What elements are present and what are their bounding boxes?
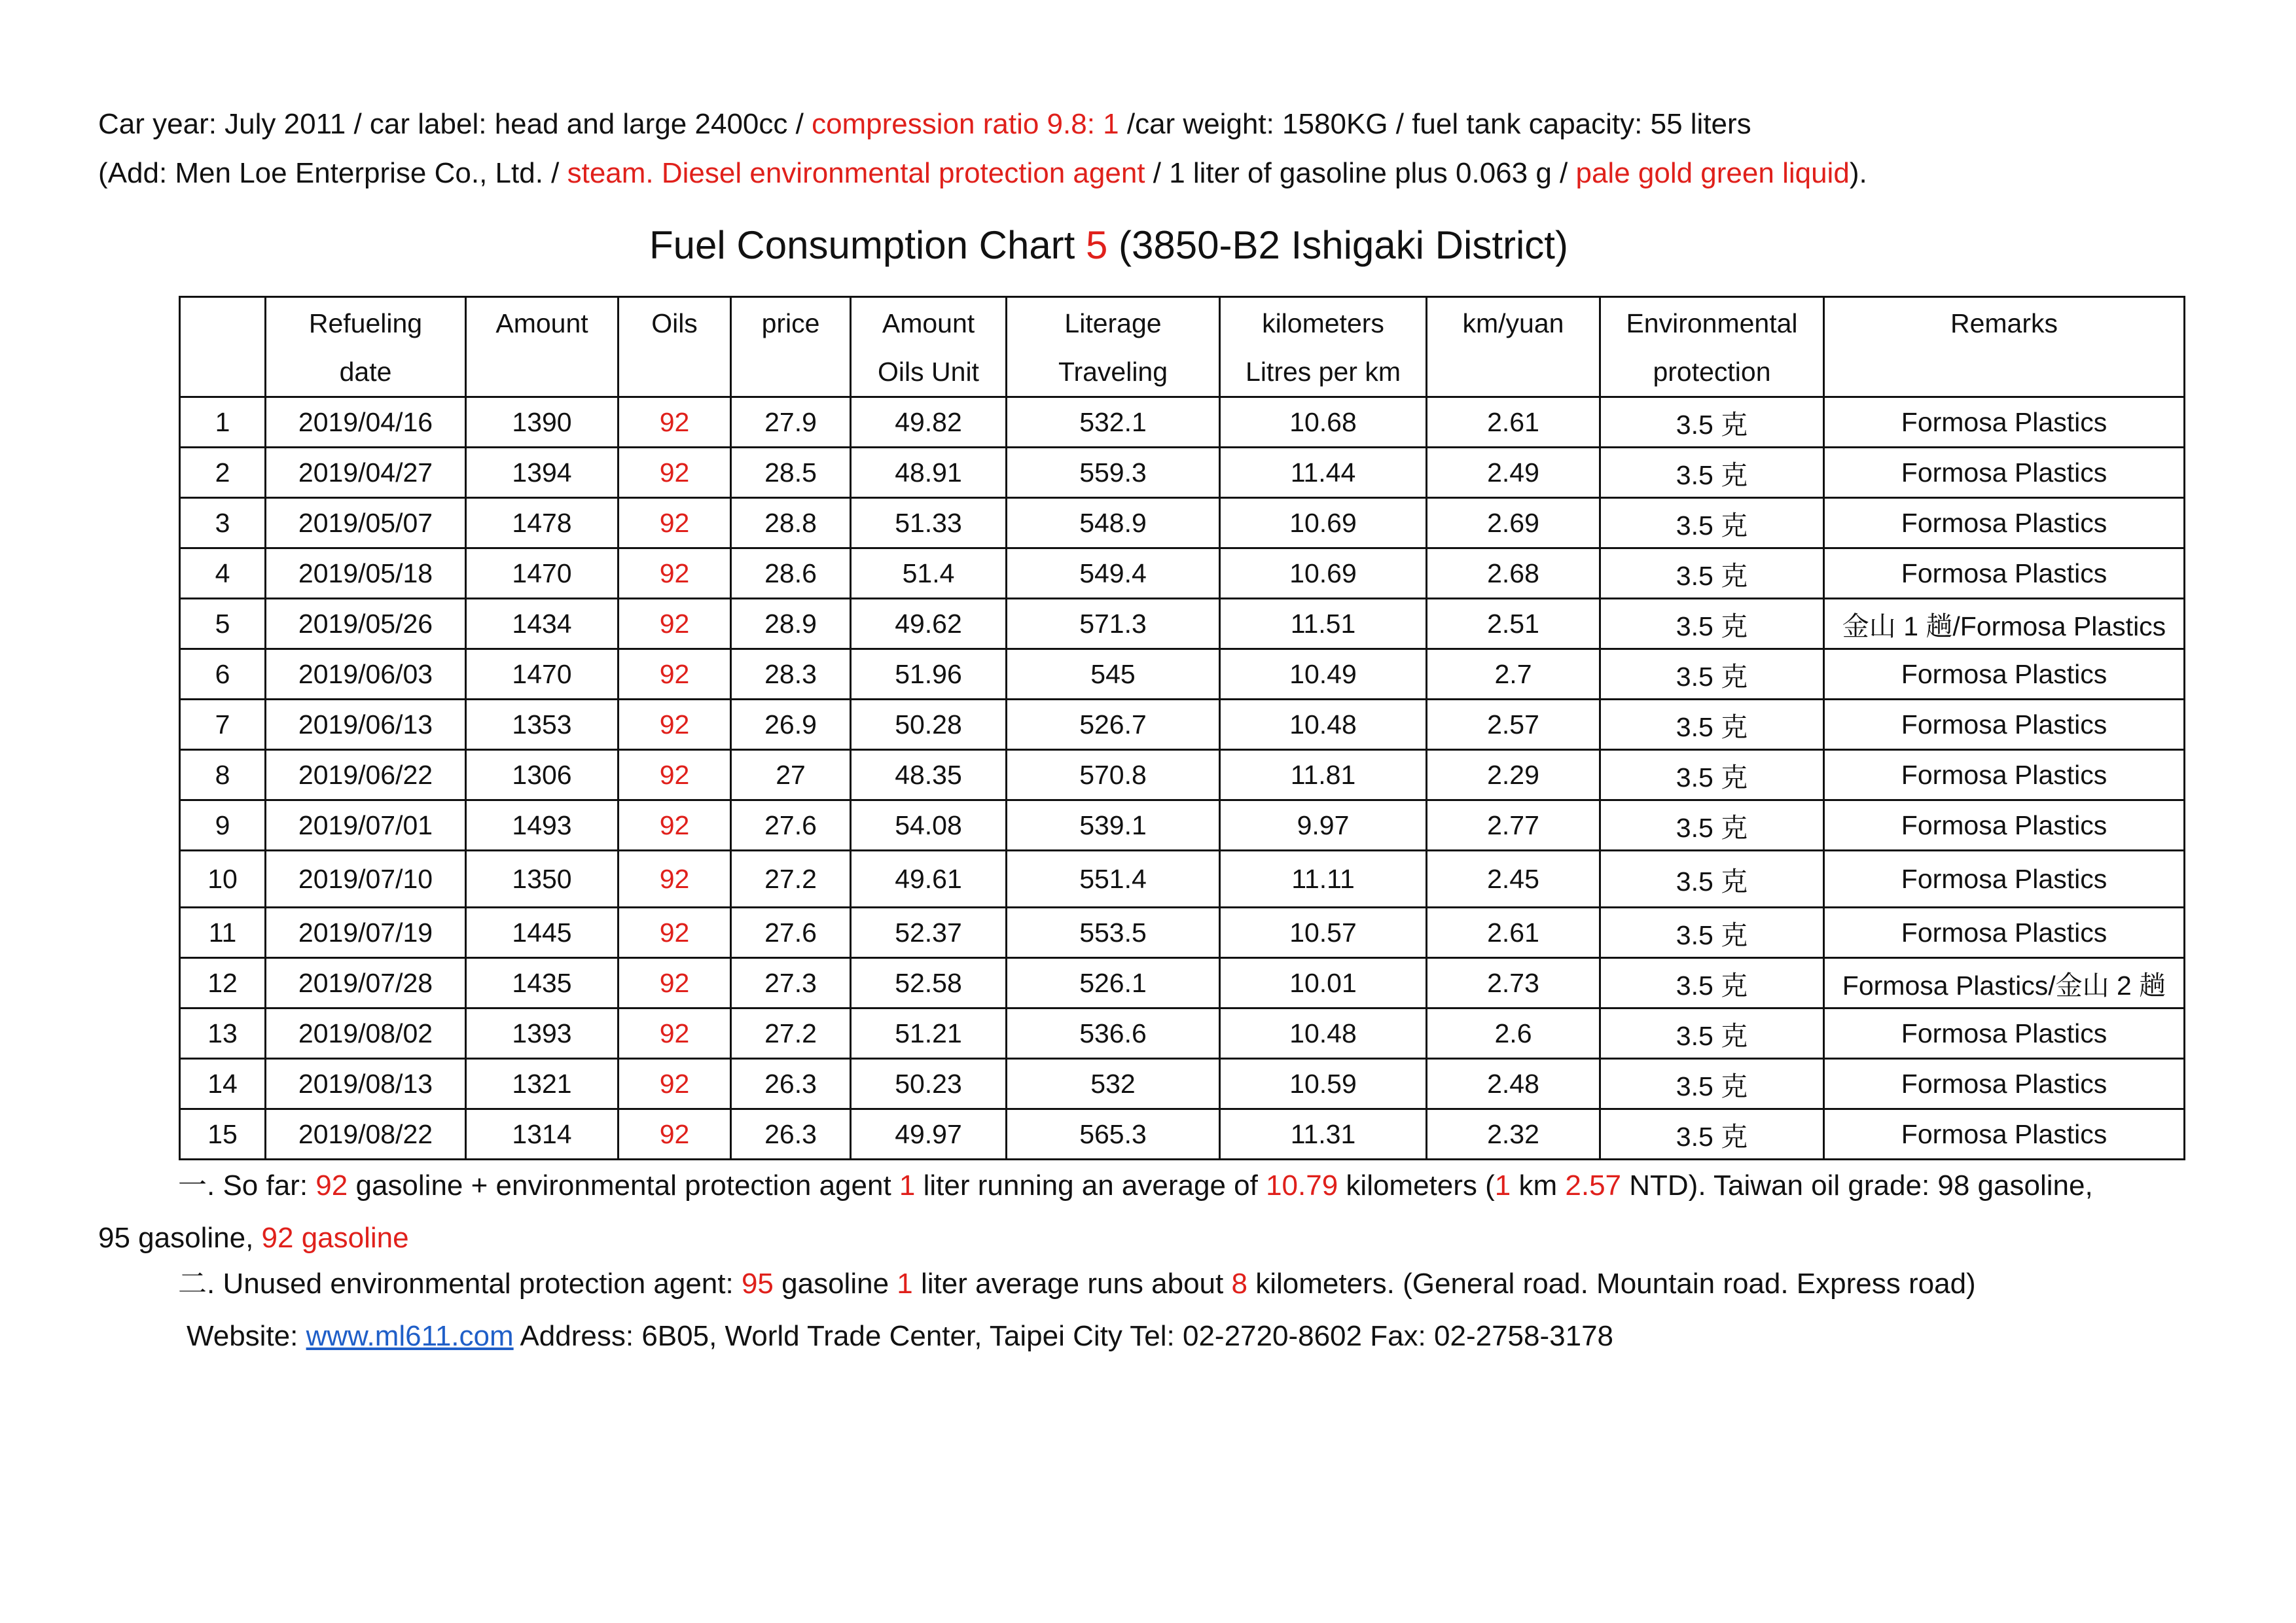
table-cell: 52.58 xyxy=(851,958,1007,1008)
table-cell: 6 xyxy=(180,649,266,700)
table-cell: 549.4 xyxy=(1007,548,1220,599)
column-header xyxy=(1824,297,2185,397)
table-cell: 1393 xyxy=(466,1008,619,1059)
table-cell: 11.11 xyxy=(1220,851,1427,908)
table-row xyxy=(180,649,2185,700)
table-cell: 1394 xyxy=(466,448,619,498)
table-cell: 28.3 xyxy=(731,649,851,700)
column-header-line-1: Amount xyxy=(882,308,975,338)
table-cell: 526.7 xyxy=(1007,700,1220,750)
column-header-line-1: Refueling xyxy=(308,308,423,338)
table-row xyxy=(180,800,2185,851)
column-header xyxy=(1220,297,1427,397)
table-cell: 92 xyxy=(619,1008,731,1059)
page-title xyxy=(0,223,2296,267)
table-cell: 51.33 xyxy=(851,498,1007,548)
table-cell: Formosa Plastics xyxy=(1824,1008,2185,1059)
table-cell: 2.45 xyxy=(1427,851,1600,908)
table-row xyxy=(180,599,2185,649)
table-cell: 2.51 xyxy=(1427,599,1600,649)
note-value: 1 xyxy=(1494,1169,1511,1202)
table-row xyxy=(180,851,2185,908)
table-row xyxy=(180,958,2185,1008)
table-cell: 11.51 xyxy=(1220,599,1427,649)
table-row xyxy=(180,397,2185,448)
table-cell: 3.5 克 xyxy=(1600,548,1824,599)
table-cell: 2.7 xyxy=(1427,649,1600,700)
table-cell: 10.59 xyxy=(1220,1059,1427,1109)
table-cell: 1470 xyxy=(466,548,619,599)
table-cell: 50.28 xyxy=(851,700,1007,750)
table-cell: 2.61 xyxy=(1427,908,1600,958)
table-cell: 2019/07/10 xyxy=(266,851,466,908)
table-cell: 27.9 xyxy=(731,397,851,448)
table-cell: 9 xyxy=(180,800,266,851)
intro-text: ). xyxy=(1849,157,1867,189)
table-cell: 92 xyxy=(619,397,731,448)
column-header xyxy=(1600,297,1824,397)
table-cell: 10.69 xyxy=(1220,548,1427,599)
table-cell: Formosa Plastics xyxy=(1824,548,2185,599)
note-value: 1 xyxy=(899,1169,916,1202)
table-cell: 10 xyxy=(180,851,266,908)
column-header-line-2: Oils Unit xyxy=(878,357,979,387)
table-cell: 9.97 xyxy=(1220,800,1427,851)
table-cell: 3.5 克 xyxy=(1600,599,1824,649)
table-cell: 2019/05/18 xyxy=(266,548,466,599)
table-cell: 49.62 xyxy=(851,599,1007,649)
table-cell: 571.3 xyxy=(1007,599,1220,649)
column-header-line-2: date xyxy=(339,357,392,387)
column-header-line-2: protection xyxy=(1653,357,1771,387)
table-cell: 3.5 克 xyxy=(1600,498,1824,548)
table-row xyxy=(180,908,2185,958)
table-cell: 2019/05/07 xyxy=(266,498,466,548)
table-cell: 26.3 xyxy=(731,1059,851,1109)
table-cell: 92 xyxy=(619,851,731,908)
table-cell: 92 xyxy=(619,908,731,958)
table-cell: 2019/04/27 xyxy=(266,448,466,498)
table-cell: 92 xyxy=(619,649,731,700)
table-cell: 532 xyxy=(1007,1059,1220,1109)
table-cell: 1470 xyxy=(466,649,619,700)
column-header xyxy=(466,297,619,397)
column-header-line-1: Environmental xyxy=(1626,308,1798,338)
table-cell: 3.5 克 xyxy=(1600,750,1824,800)
table-cell: 27.2 xyxy=(731,1008,851,1059)
table-cell: 545 xyxy=(1007,649,1220,700)
table-cell: 1353 xyxy=(466,700,619,750)
table-cell: 10.69 xyxy=(1220,498,1427,548)
note-text: liter running an average of xyxy=(915,1169,1266,1202)
table-cell: Formosa Plastics xyxy=(1824,1059,2185,1109)
table-cell: 2019/04/16 xyxy=(266,397,466,448)
table-cell: 92 xyxy=(619,448,731,498)
website-label: Website: xyxy=(187,1320,306,1352)
table-cell: 2.68 xyxy=(1427,548,1600,599)
note-text: kilometers ( xyxy=(1338,1169,1495,1202)
table-cell: Formosa Plastics xyxy=(1824,448,2185,498)
table-cell: 3.5 克 xyxy=(1600,851,1824,908)
table-cell: 48.35 xyxy=(851,750,1007,800)
intro-text: Car year: July 2011 / car label: head and large 2400cc / xyxy=(98,108,812,140)
table-cell: 92 xyxy=(619,1109,731,1160)
table-row xyxy=(180,1059,2185,1109)
intro-text: / 1 liter of gasoline plus 0.063 g / xyxy=(1145,157,1576,189)
table-cell: Formosa Plastics xyxy=(1824,649,2185,700)
note-value: 2.57 xyxy=(1565,1169,1622,1202)
compression-ratio-text: compression ratio 9.8: 1 xyxy=(812,108,1119,140)
note-value: 92 gasoline xyxy=(261,1222,409,1254)
table-cell: 金山 1 趟/Formosa Plastics xyxy=(1824,599,2185,649)
table-cell: 1350 xyxy=(466,851,619,908)
table-cell: 1493 xyxy=(466,800,619,851)
table-cell: 1306 xyxy=(466,750,619,800)
title-prefix: Fuel Consumption Chart xyxy=(649,223,1086,267)
table-cell: 3.5 克 xyxy=(1600,908,1824,958)
note-2 xyxy=(178,1270,1976,1298)
table-cell: 92 xyxy=(619,1059,731,1109)
table-cell: 11.44 xyxy=(1220,448,1427,498)
note-value: 1 xyxy=(897,1268,913,1300)
table-cell: 27.6 xyxy=(731,800,851,851)
table-cell: 1434 xyxy=(466,599,619,649)
table-cell: 27.2 xyxy=(731,851,851,908)
table-row xyxy=(180,498,2185,548)
table-cell: 570.8 xyxy=(1007,750,1220,800)
table-cell: 92 xyxy=(619,700,731,750)
table-cell: Formosa Plastics xyxy=(1824,908,2185,958)
column-header xyxy=(266,297,466,397)
table-cell: Formosa Plastics xyxy=(1824,750,2185,800)
table-cell: 10.68 xyxy=(1220,397,1427,448)
column-header-line-1: kilometers xyxy=(1262,308,1384,338)
table-cell: 2 xyxy=(180,448,266,498)
table-cell: 2019/06/22 xyxy=(266,750,466,800)
address-text: Address: 6B05, World Trade Center, Taipei City Tel: 02-2720-8602 Fax: 02-2758-3178 xyxy=(513,1320,1614,1352)
table-cell: 10.49 xyxy=(1220,649,1427,700)
table-cell: 532.1 xyxy=(1007,397,1220,448)
table-cell: 3.5 克 xyxy=(1600,1109,1824,1160)
column-header-line-1: price xyxy=(761,308,820,338)
column-header-line-1: Amount xyxy=(495,308,588,338)
table-cell: 49.61 xyxy=(851,851,1007,908)
note-text: liter average runs about xyxy=(912,1268,1232,1300)
note-1-continued xyxy=(98,1224,409,1253)
note-text: kilometers. (General road. Mountain road. Express road) xyxy=(1247,1268,1976,1300)
table-cell: 2.61 xyxy=(1427,397,1600,448)
table-cell: 92 xyxy=(619,800,731,851)
column-header-line-1: Oils xyxy=(651,308,698,338)
intro-line-1 xyxy=(98,110,1751,139)
column-header-line-1: Remarks xyxy=(1950,308,2058,338)
note-value: 92 xyxy=(315,1169,348,1202)
table-cell: 27.6 xyxy=(731,908,851,958)
table-cell: 10.57 xyxy=(1220,908,1427,958)
table-cell: 28.8 xyxy=(731,498,851,548)
intro-text: /car weight: 1580KG / fuel tank capacity: 55 liters xyxy=(1119,108,1751,140)
table-cell: 28.5 xyxy=(731,448,851,498)
table-cell: 7 xyxy=(180,700,266,750)
table-cell: 48.91 xyxy=(851,448,1007,498)
table-cell: 2.57 xyxy=(1427,700,1600,750)
note-text: 95 gasoline, xyxy=(98,1222,262,1254)
title-suffix: (3850-B2 Ishigaki District) xyxy=(1107,223,1568,267)
table-cell: 2019/05/26 xyxy=(266,599,466,649)
table-cell: 92 xyxy=(619,599,731,649)
table-cell: 51.4 xyxy=(851,548,1007,599)
note-value: 10.79 xyxy=(1266,1169,1338,1202)
table-cell: 92 xyxy=(619,498,731,548)
note-1 xyxy=(178,1171,2093,1200)
table-header-row xyxy=(180,297,2185,397)
table-row xyxy=(180,1008,2185,1059)
note-text: 一. So far: xyxy=(178,1169,316,1202)
table-cell: 10.48 xyxy=(1220,1008,1427,1059)
table-cell: 1445 xyxy=(466,908,619,958)
table-cell: Formosa Plastics xyxy=(1824,498,2185,548)
contact-line xyxy=(187,1322,1613,1351)
table-cell: 565.3 xyxy=(1007,1109,1220,1160)
table-cell: 559.3 xyxy=(1007,448,1220,498)
table-cell: 3.5 克 xyxy=(1600,958,1824,1008)
table-cell: 1321 xyxy=(466,1059,619,1109)
table-cell: 1435 xyxy=(466,958,619,1008)
table-cell: 11 xyxy=(180,908,266,958)
table-cell: 2019/07/19 xyxy=(266,908,466,958)
table-cell: 2019/06/03 xyxy=(266,649,466,700)
table-cell: 2019/07/28 xyxy=(266,958,466,1008)
intro-line-2 xyxy=(98,159,1867,188)
table-cell: 8 xyxy=(180,750,266,800)
table-cell: 553.5 xyxy=(1007,908,1220,958)
column-header xyxy=(1427,297,1600,397)
note-text: NTD). Taiwan oil grade: 98 gasoline, xyxy=(1621,1169,2093,1202)
website-link[interactable]: www.ml611.com xyxy=(306,1320,514,1352)
table-cell: 10.48 xyxy=(1220,700,1427,750)
column-header xyxy=(1007,297,1220,397)
table-cell: 2019/08/02 xyxy=(266,1008,466,1059)
table-cell: 5 xyxy=(180,599,266,649)
table-cell: 2.6 xyxy=(1427,1008,1600,1059)
table-cell: 11.81 xyxy=(1220,750,1427,800)
table-cell: 3.5 克 xyxy=(1600,448,1824,498)
table-cell: 1478 xyxy=(466,498,619,548)
table-row xyxy=(180,548,2185,599)
table-row xyxy=(180,1109,2185,1160)
table-cell: 15 xyxy=(180,1109,266,1160)
table-cell: 92 xyxy=(619,958,731,1008)
note-text: 二. Unused environmental protection agent: xyxy=(178,1268,742,1300)
table-cell: Formosa Plastics xyxy=(1824,851,2185,908)
table-cell: 92 xyxy=(619,750,731,800)
table-cell: 14 xyxy=(180,1059,266,1109)
column-header-line-1: Literage xyxy=(1064,308,1162,338)
title-number: 5 xyxy=(1086,223,1108,267)
table-cell: 3 xyxy=(180,498,266,548)
table-row xyxy=(180,750,2185,800)
table-cell: 28.6 xyxy=(731,548,851,599)
note-value: 8 xyxy=(1231,1268,1247,1300)
column-header xyxy=(731,297,851,397)
column-header xyxy=(180,297,266,397)
column-header-line-1: km/yuan xyxy=(1462,308,1564,338)
table-cell: 526.1 xyxy=(1007,958,1220,1008)
agent-text: steam. Diesel environmental protection agent xyxy=(567,157,1145,189)
table-row xyxy=(180,448,2185,498)
table-cell: 12 xyxy=(180,958,266,1008)
table-cell: 3.5 克 xyxy=(1600,649,1824,700)
table-cell: 3.5 克 xyxy=(1600,700,1824,750)
table-cell: Formosa Plastics xyxy=(1824,800,2185,851)
table-cell: 3.5 克 xyxy=(1600,800,1824,851)
table-cell: 13 xyxy=(180,1008,266,1059)
table-cell: 51.21 xyxy=(851,1008,1007,1059)
table-cell: 27 xyxy=(731,750,851,800)
table-cell: Formosa Plastics xyxy=(1824,700,2185,750)
table-cell: 2.69 xyxy=(1427,498,1600,548)
fuel-consumption-table xyxy=(179,296,2185,1160)
table-cell: 2.77 xyxy=(1427,800,1600,851)
table-cell: 2019/07/01 xyxy=(266,800,466,851)
note-text: gasoline + environmental protection agent xyxy=(348,1169,899,1202)
table-cell: 1314 xyxy=(466,1109,619,1160)
table-cell: 2.73 xyxy=(1427,958,1600,1008)
table-cell: 548.9 xyxy=(1007,498,1220,548)
table-cell: 3.5 克 xyxy=(1600,1059,1824,1109)
table-cell: 10.01 xyxy=(1220,958,1427,1008)
table-cell: 28.9 xyxy=(731,599,851,649)
note-text: gasoline xyxy=(773,1268,897,1300)
table-cell: Formosa Plastics/金山 2 趟 xyxy=(1824,958,2185,1008)
table-cell: 52.37 xyxy=(851,908,1007,958)
table-cell: 2019/08/13 xyxy=(266,1059,466,1109)
table-cell: 26.9 xyxy=(731,700,851,750)
note-text: km xyxy=(1511,1169,1566,1202)
table-cell: 2019/08/22 xyxy=(266,1109,466,1160)
table-cell: 2.29 xyxy=(1427,750,1600,800)
table-cell: 2019/06/13 xyxy=(266,700,466,750)
table-cell: 1 xyxy=(180,397,266,448)
column-header xyxy=(851,297,1007,397)
table-cell: 2.49 xyxy=(1427,448,1600,498)
table-cell: 49.97 xyxy=(851,1109,1007,1160)
table-cell: 4 xyxy=(180,548,266,599)
table-cell: 11.31 xyxy=(1220,1109,1427,1160)
table-cell: 551.4 xyxy=(1007,851,1220,908)
column-header-line-2: Traveling xyxy=(1058,357,1168,387)
table-cell: 3.5 克 xyxy=(1600,397,1824,448)
liquid-text: pale gold green liquid xyxy=(1575,157,1850,189)
table-cell: 2.48 xyxy=(1427,1059,1600,1109)
table-cell: 2.32 xyxy=(1427,1109,1600,1160)
table-cell: 26.3 xyxy=(731,1109,851,1160)
table-cell: 536.6 xyxy=(1007,1008,1220,1059)
note-value: 95 xyxy=(741,1268,774,1300)
table-cell: 27.3 xyxy=(731,958,851,1008)
table-cell: 1390 xyxy=(466,397,619,448)
table-cell: 50.23 xyxy=(851,1059,1007,1109)
table-cell: 3.5 克 xyxy=(1600,1008,1824,1059)
table-cell: 54.08 xyxy=(851,800,1007,851)
intro-text: (Add: Men Loe Enterprise Co., Ltd. / xyxy=(98,157,567,189)
table-row xyxy=(180,700,2185,750)
table-cell: 49.82 xyxy=(851,397,1007,448)
table-cell: Formosa Plastics xyxy=(1824,397,2185,448)
table-cell: 92 xyxy=(619,548,731,599)
table-cell: Formosa Plastics xyxy=(1824,1109,2185,1160)
column-header-line-2: Litres per km xyxy=(1246,357,1401,387)
table-cell: 539.1 xyxy=(1007,800,1220,851)
table-cell: 51.96 xyxy=(851,649,1007,700)
column-header xyxy=(619,297,731,397)
